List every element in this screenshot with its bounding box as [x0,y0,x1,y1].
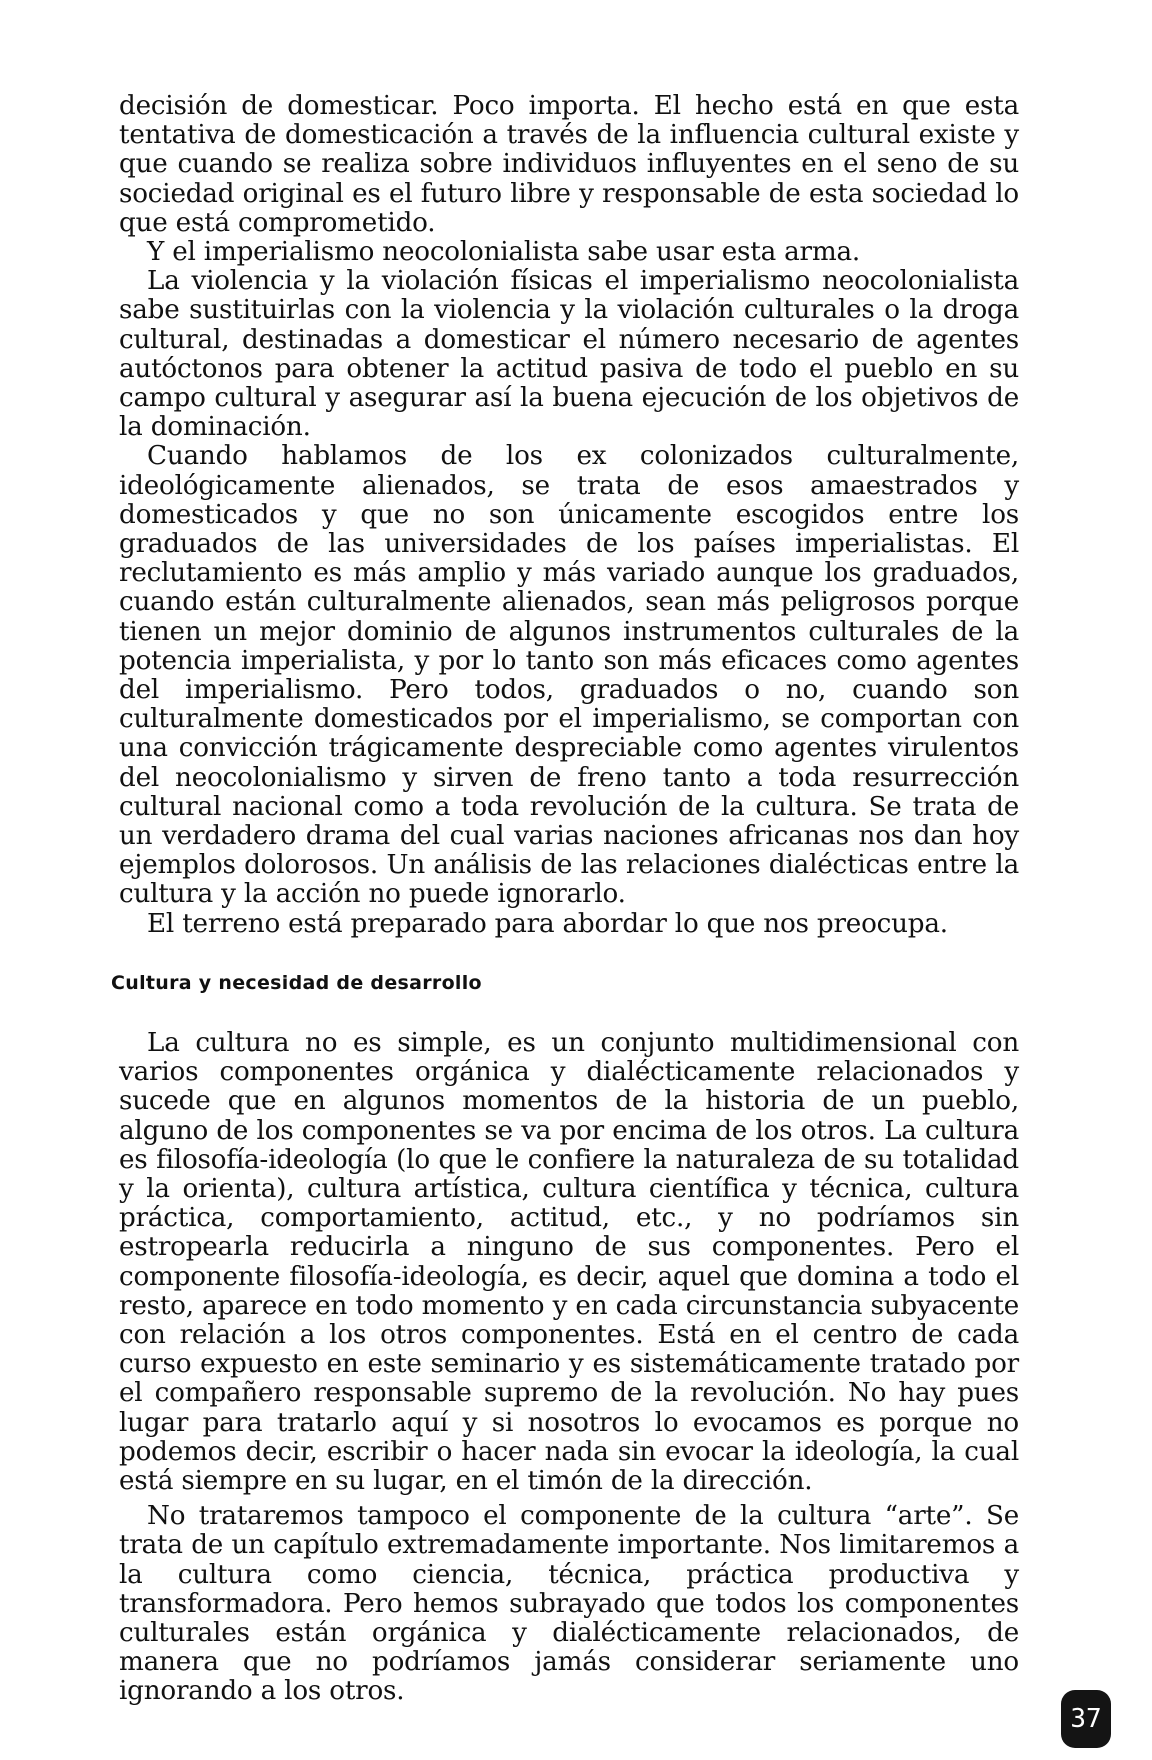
page-number-badge: 37 [1061,1690,1111,1748]
paragraph-ex-colonized: Cuando hablamos de los ex colonizados culturalmente, ideológicamente alienados, se trata de esos amaestrados y domesticados y que no son únicamente escogidos entre los graduados de las universidades de los países imperialistas. El reclutamiento es más amplio y más variado aunque los graduados, cuando están culturalmente alienados, sean más peligrosos porque tienen un mejor dominio de algunos instrumentos culturales de la potencia imperialista, y por lo tanto son más eficaces como agentes del imperialismo. Pero todos, graduados o no, cuando son culturalmente domesticados por el imperialismo, se comportan con una convicción trágicamente despreciable como agentes virulentos del neocolonialismo y sirven de freno tanto a toda resurrección cultural nacional como a toda revolución de la cultura. Se trata de un verdadero drama del cual varias naciones africanas nos dan hoy ejemplos dolorosos. Un análisis de las relaciones dialécticas entre la cultura y la acción no puede ignorarlo. [119,441,1019,910]
book-page [111,91,1019,1707]
paragraph-culture-multidimensional: La cultura no es simple, es un conjunto multidimensional con varios componentes orgánica y dialécticamente relacionados y sucede que en algunos momentos de la historia de un pueblo, alguno de los componentes se va por encima de los otros. La cultura es filosofía-ideología (lo que le confiere la naturaleza de su totalidad y la orienta), cultura artística, cultura científica y técnica, cultura práctica, comportamiento, actitud, etc., y no podríamos sin estropearla reducirla a ninguno de sus componentes. Pero el componente filosofía-ideología, es decir, aquel que domina a todo el resto, aparece en todo momento y en cada circunstancia subyacente con relación a los otros componentes. Está en el centro de cada curso expuesto en este seminario y es sistemáticamente tratado por el compañero responsable supremo de la revolución. No hay pues lugar para tratarlo aquí y si nosotros lo evocamos es porque no podemos decir, escribir o hacer nada sin evocar la ideología, la cual está siempre en su lugar, en el timón de la dirección. [119,1027,1019,1496]
paragraph-continuation: decisión de domesticar. Poco importa. El hecho está en que esta tentativa de domesticación a través de la influencia cultural existe y que cuando se realiza sobre individuos influyentes en el seno de su sociedad original es el futuro libre y responsable de esta sociedad lo que está comprometido. [119,91,1019,238]
paragraph-culture-art: No trataremos tampoco el componente de la cultura “arte”. Se trata de un capítulo extremadamente importante. Nos limitaremos a la cultura como ciencia, técnica, práctica productiva y transformadora. Pero hemos subrayado que todos los componentes culturales están orgánica y dialécticamente relacionados, de manera que no podríamos jamás considerar seriamente uno ignorando a los otros. [119,1501,1019,1707]
paragraph-violence: La violencia y la violación físicas el imperialismo neocolonialista sabe sustituirlas con la violencia y la violación culturales o la droga cultural, destinadas a domesticar el número necesario de agentes autóctonos para obtener la actitud pasiva de todo el pueblo en su campo cultural y asegurar así la buena ejecución de los objetivos de la dominación. [119,266,1019,443]
paragraph-imperialism: Y el imperialismo neocolonialista sabe usar esta arma. [147,237,861,268]
section-heading: Cultura y necesidad de desarrollo [111,971,482,994]
paragraph-terrain: El terreno está preparado para abordar lo que nos preocupa. [147,908,948,939]
